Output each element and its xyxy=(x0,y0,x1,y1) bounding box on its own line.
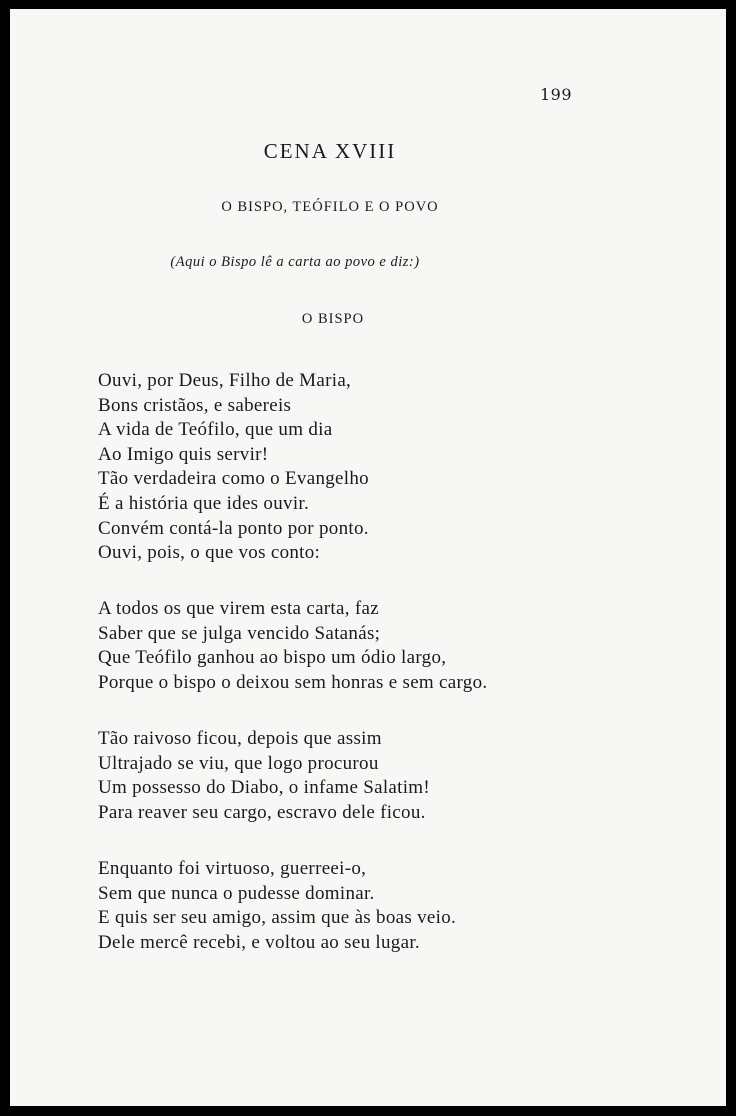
verse-line: É a história que ides ouvir. xyxy=(98,492,310,514)
stanza-2 xyxy=(98,597,487,695)
page-number: 199 xyxy=(540,85,573,104)
verse-line: Ouvi, pois, o que vos conto: xyxy=(98,542,321,564)
verse-line: Porque o bispo o deixou sem honras e sem cargo. xyxy=(98,671,488,693)
verse-line: Tão raivoso ficou, depois que assim xyxy=(98,728,382,749)
verse-line: E quis ser seu amigo, assim que às boas veio. xyxy=(98,907,457,929)
verse-line: Ultrajado se viu, que logo procurou xyxy=(98,752,379,774)
verse-line: Ao Imigo quis servir! xyxy=(98,443,269,465)
scene-title: CENA XVIII xyxy=(263,139,397,163)
verse-line: Tão verdadeira como o Evangelho xyxy=(98,468,369,490)
scene-characters: O BISPO, TEÓFILO E O POVO xyxy=(221,199,439,215)
verse-line: Saber que se julga vencido Satanás; xyxy=(98,622,381,644)
verse-line: Sem que nunca o pudesse dominar. xyxy=(98,882,375,904)
stage-direction: (Aqui o Bispo lê a carta ao povo e diz:) xyxy=(170,254,420,270)
verse-line: A vida de Teófilo, que um dia xyxy=(98,419,333,441)
verse-line: Um possesso do Diabo, o infame Salatim! xyxy=(98,777,431,799)
verse-line: A todos os que virem esta carta, faz xyxy=(98,598,379,619)
verse-line: Convém contá-la ponto por ponto. xyxy=(98,517,369,539)
verse-line: Ouvi, por Deus, Filho de Maria, xyxy=(98,370,352,391)
stanza-4 xyxy=(98,857,456,955)
verse-line: Dele mercê recebi, e voltou ao seu lugar. xyxy=(98,931,420,953)
speaker-name: O BISPO xyxy=(301,311,365,327)
verse-line: Bons cristãos, e sabereis xyxy=(98,394,292,416)
stanza-3 xyxy=(98,727,430,825)
verse-line: Que Teófilo ganhou ao bispo um ódio largo, xyxy=(98,647,447,669)
stanza-1 xyxy=(98,369,369,566)
verse-line: Enquanto foi virtuoso, guerreei-o, xyxy=(98,858,367,879)
verse-line: Para reaver seu cargo, escravo dele ficou. xyxy=(98,801,426,823)
book-page xyxy=(10,9,726,1106)
